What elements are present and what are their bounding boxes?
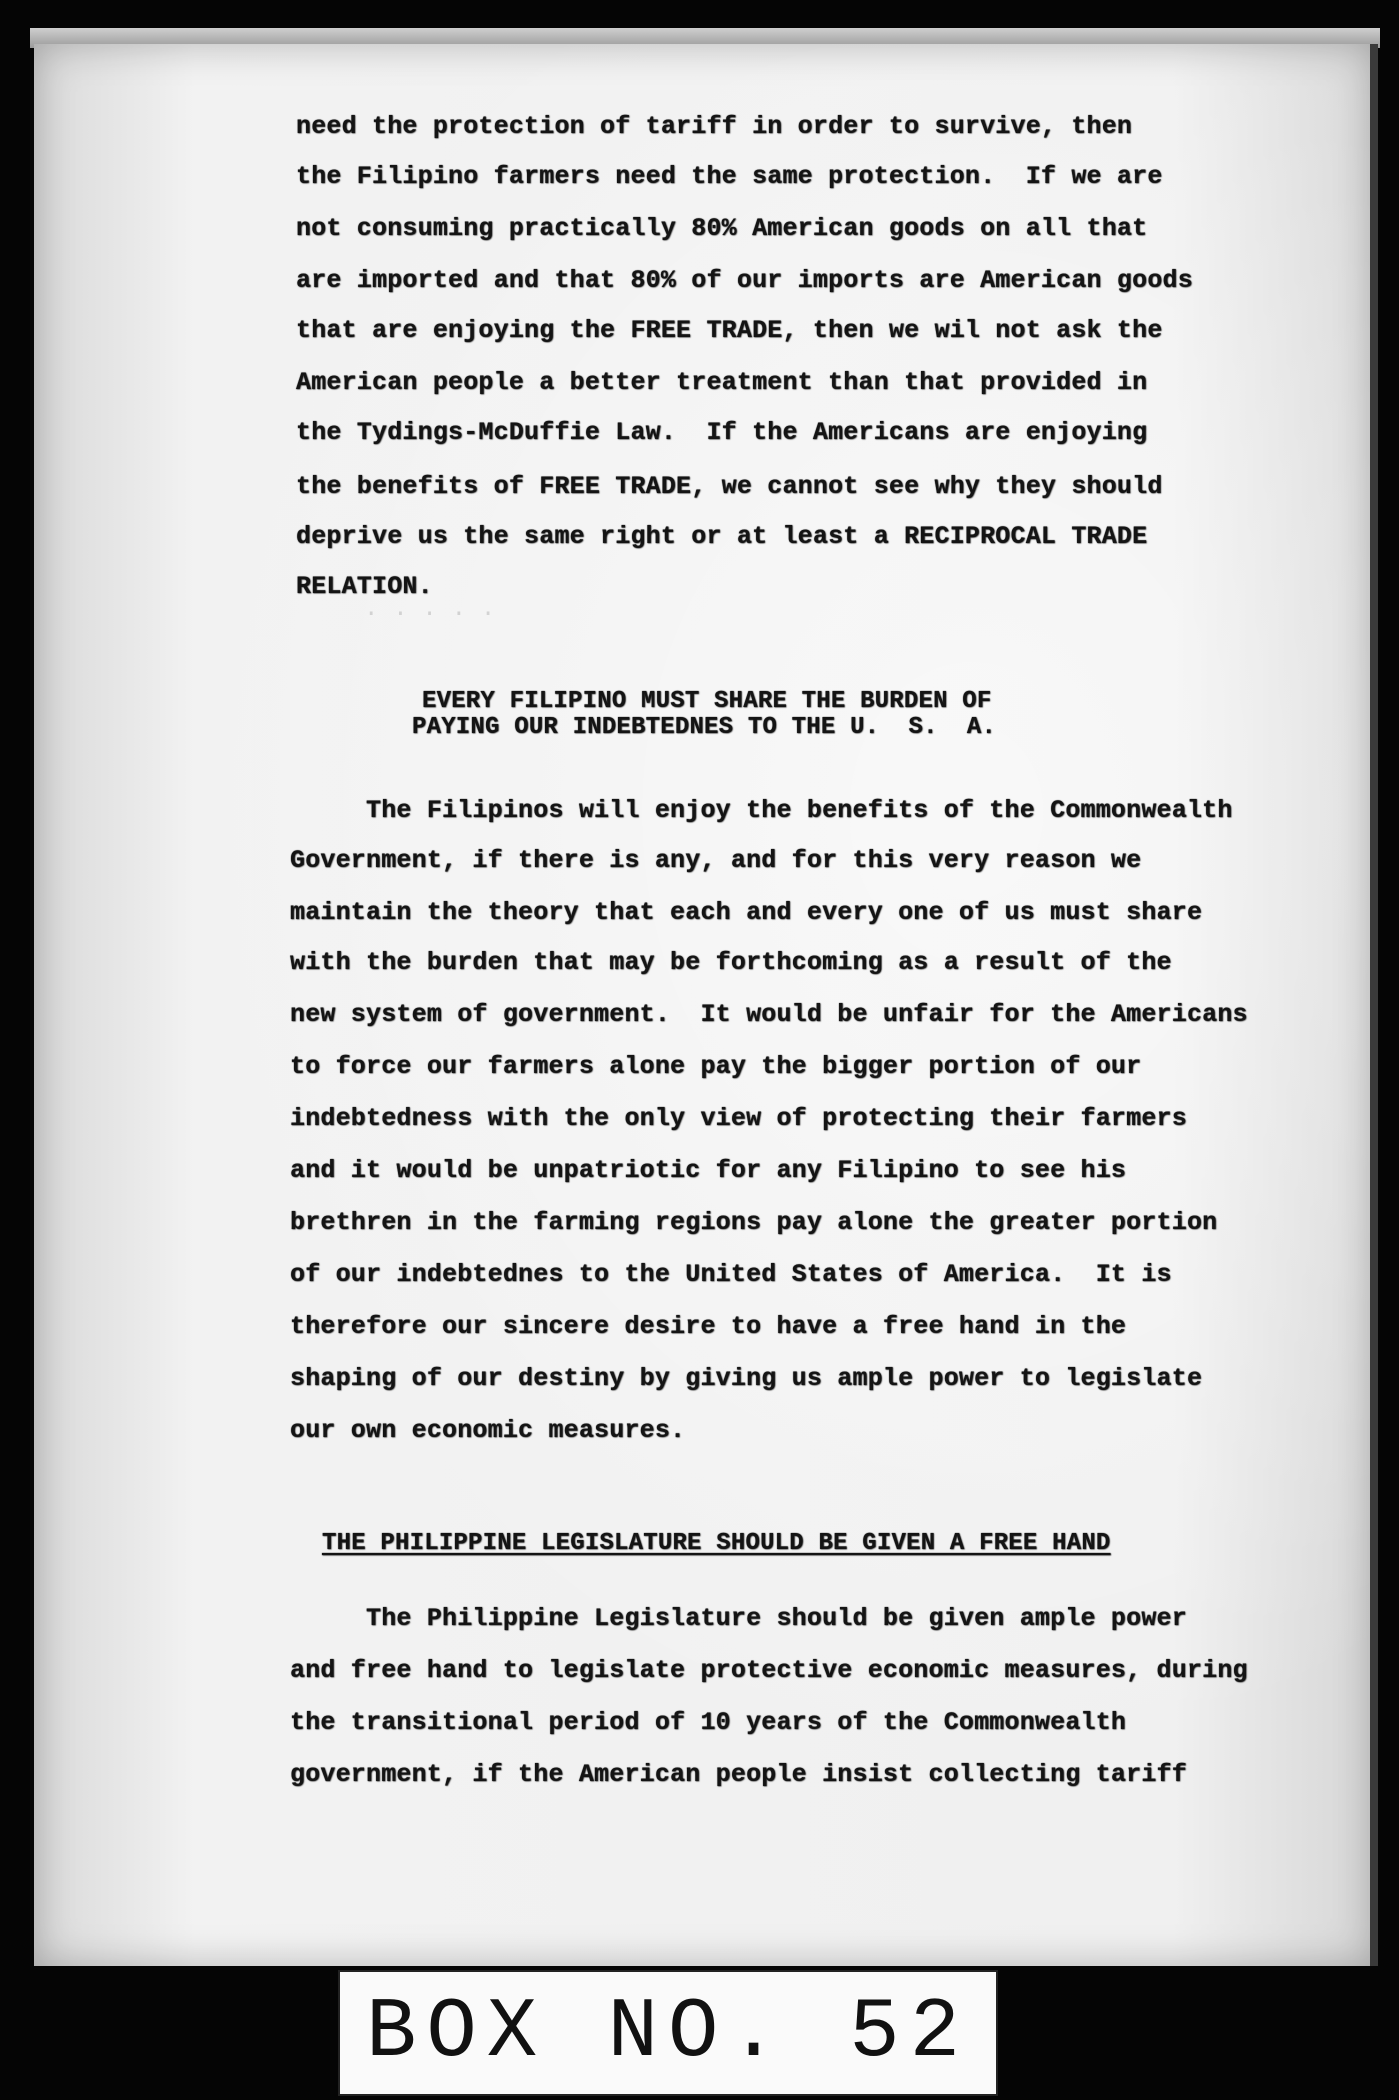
paragraph-1-line: not consuming practically 80% American goods on all that (296, 214, 1148, 243)
paragraph-2-line: brethren in the farming regions pay alone the greater portion (290, 1208, 1218, 1237)
paragraph-2-line: therefore our sincere desire to have a free hand in the (290, 1312, 1127, 1341)
paragraph-2-line: our own economic measures. (290, 1416, 686, 1445)
paragraph-2-line: of our indebtednes to the United States of America. It is (290, 1260, 1172, 1289)
paragraph-1-line: deprive us the same right or at least a RECIPROCAL TRADE (296, 522, 1148, 551)
paragraph-2-line: and it would be unpatriotic for any Filipino to see his (290, 1156, 1127, 1185)
section-heading-1: EVERY FILIPINO MUST SHARE THE BURDEN OF (422, 688, 992, 715)
paragraph-2-line: maintain the theory that each and every one of us must share (290, 898, 1203, 927)
paragraph-3-line: the transitional period of 10 years of the Commonwealth (290, 1708, 1127, 1737)
paragraph-3-line: government, if the American people insist collecting tariff (290, 1760, 1187, 1789)
section-heading-1: PAYING OUR INDEBTEDNES TO THE U. S. A. (412, 714, 997, 741)
archive-box-label-text: BOX NO. 52 (365, 1985, 971, 2081)
paragraph-2-line: new system of government. It would be unfair for the Americans (290, 1000, 1248, 1029)
paragraph-1-line: the Tydings-McDuffie Law. If the Americans are enjoying (296, 418, 1148, 447)
paragraph-2-line: to force our farmers alone pay the bigger portion of our (290, 1052, 1142, 1081)
paragraph-3-line: and free hand to legislate protective economic measures, during (290, 1656, 1248, 1685)
paragraph-1-line: the benefits of FREE TRADE, we cannot see why they should (296, 472, 1163, 501)
paragraph-2-line: The Filipinos will enjoy the benefits of the Commonwealth (290, 796, 1233, 825)
paragraph-1-line: are imported and that 80% of our imports are American goods (296, 266, 1193, 295)
paragraph-1-line: American people a better treatment than that provided in (296, 368, 1148, 397)
section-heading-2: THE PHILIPPINE LEGISLATURE SHOULD BE GIVEN A FREE HAND (322, 1530, 1111, 1557)
paragraph-2-line: shaping of our destiny by giving us ample power to legislate (290, 1364, 1203, 1393)
paragraph-3-line: The Philippine Legislature should be given ample power (290, 1604, 1187, 1633)
paragraph-1-line: the Filipino farmers need the same protection. If we are (296, 162, 1163, 191)
paragraph-2-line: Government, if there is any, and for this very reason we (290, 846, 1142, 875)
paragraph-2-line: indebtedness with the only view of protecting their farmers (290, 1104, 1187, 1133)
paragraph-1-line: RELATION. (296, 572, 433, 601)
archive-box-label (338, 1970, 998, 2096)
paragraph-2-line: with the burden that may be forthcoming as a result of the (290, 948, 1172, 977)
paragraph-1-line: that are enjoying the FREE TRADE, then we wil not ask the (296, 316, 1163, 345)
paper-right-edge (1370, 44, 1378, 1966)
paragraph-1-line: need the protection of tariff in order to survive, then (296, 112, 1133, 141)
document-page: . . . . . need the protection of tariff in order to survive, then the Filipino farmers need the same protection. If we are not consuming practically 80% American goods on all that are imported and that 80% of our imports are American goods that are enjoying the FREE TRADE, then we wil not ask the American people a better treatment than that provided in the Tydings-McDuffie Law. If the Americans are enjoying the benefits of FREE TRADE, we cannot see why they should deprive us the same right or at least a RECIPROCAL TRADE RELATION. EVERY FILIPINO MUST SHARE THE BURDEN OF PAYING OUR INDEBTEDNES TO THE U. S. A. The Filipinos will enjoy the benefits of the Commonwealth Government, if there is any, and for this very reason we maintain the theory that each and every one of us must share with the burden that may be forthcoming as a result of the new system of government. It would be unfair for the Americans to force our farmers alone pay the bigger portion of our indebtedness with the only view of protecting their farmers and it would be unpatriotic for any Filipino to see his brethren in the farming regions pay alone the greater portion of our indebtednes to the United States of America. It is therefore our sincere desire to have a free hand in the shaping of our destiny by giving us ample power to legislate our own economic measures. THE PHILIPPINE LEGISLATURE SHOULD BE GIVEN A FREE HAND The Philippine Legislature should be given ample power and free hand to legislate protective economic measures, during the transitional period of 10 years of the Commonwealth government, if the American people insist collecting tariff (34, 44, 1374, 1966)
